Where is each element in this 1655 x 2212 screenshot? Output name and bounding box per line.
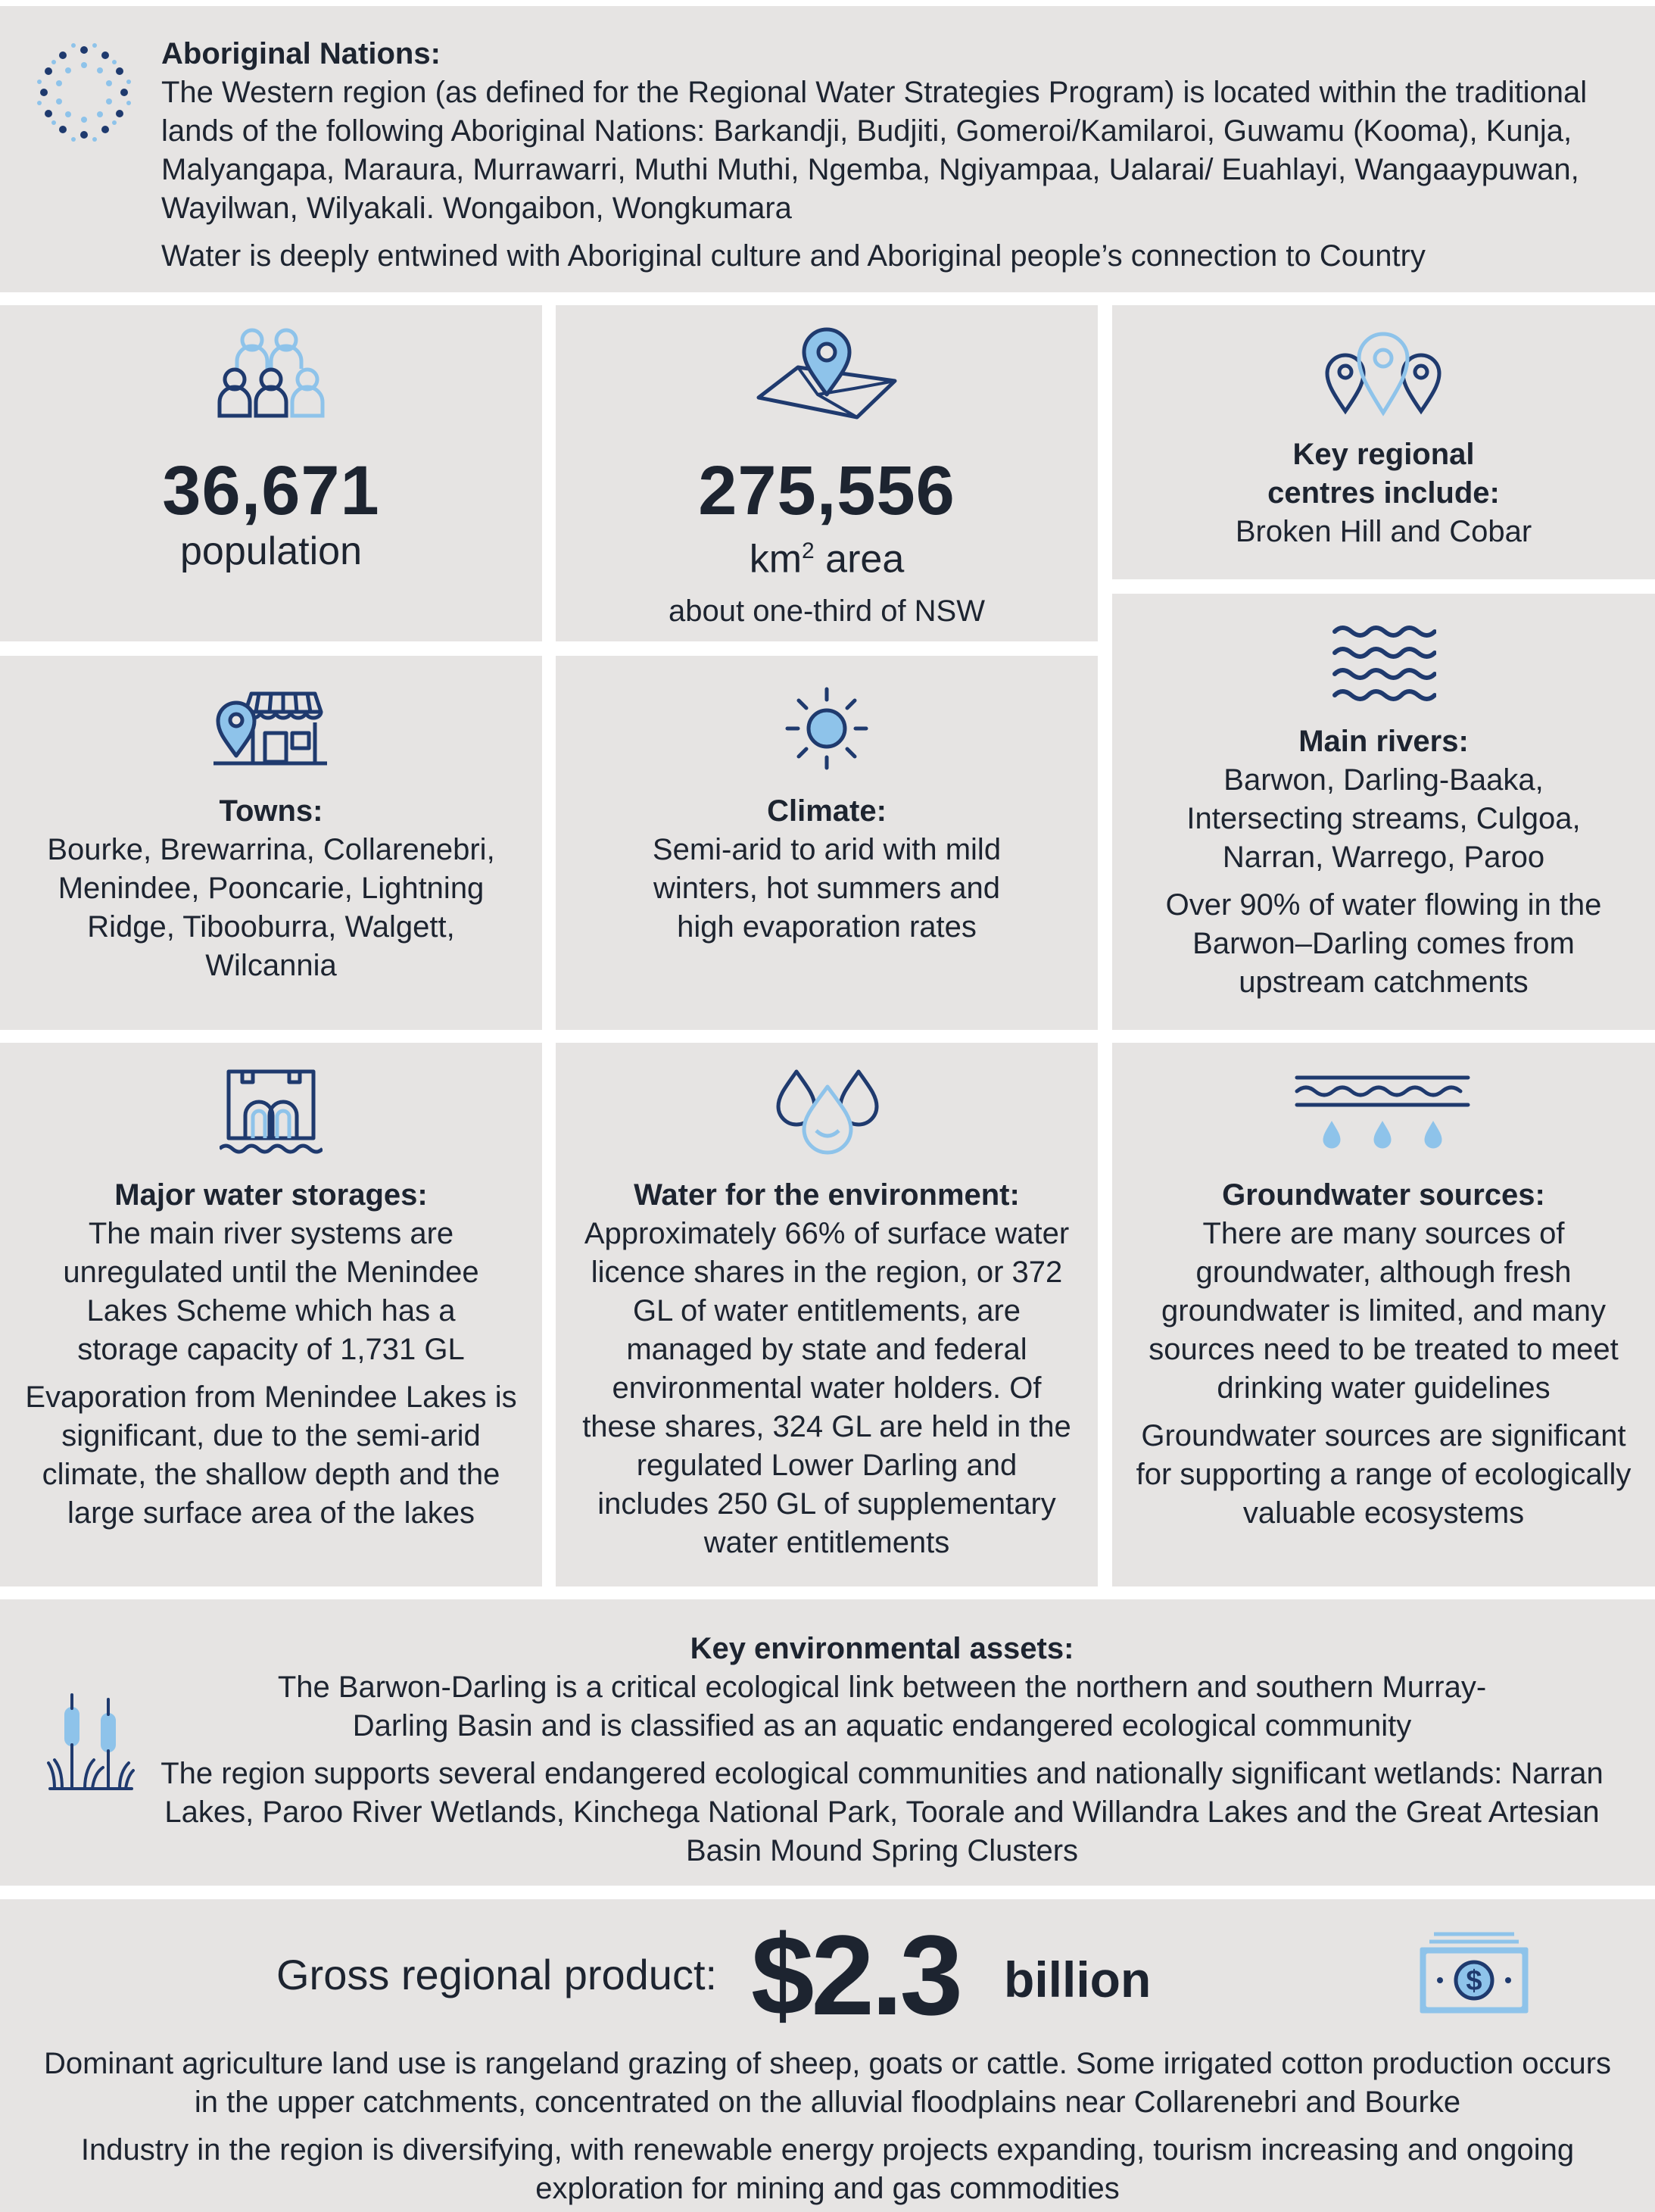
population-value: 36,671 [162,452,380,529]
centres-text: Broken Hill and Cobar [1235,515,1532,548]
area-unit-rest: area [814,537,905,582]
location-pins-icon [1321,328,1445,419]
rivers-note: Over 90% of water flowing in the Barwon–Darling comes from upstream catchments [1165,888,1602,999]
centres-title-line1: Key regional [1292,438,1475,471]
water-drops-icon [771,1065,884,1155]
area-panel [556,305,1098,641]
aboriginal-title: Aboriginal Nations: [161,37,441,70]
sun-icon [781,683,872,774]
people-icon [210,325,332,423]
area-unit-base: km [749,537,803,582]
reeds-icon [47,1692,135,1796]
climate-panel [556,656,1098,1030]
centres-panel [1112,305,1655,579]
groundwater-text: There are many sources of groundwater, although fresh groundwater is limited, and many sources need to be treated to meet drinking water guidelines [1149,1217,1619,1405]
assets-panel [0,1599,1655,1886]
aboriginal-note: Water is deeply entwined with Aboriginal culture and Aboriginal people’s connection to Country [161,239,1426,273]
environment-panel [556,1043,1098,1586]
towns-panel [0,656,542,1030]
storages-text: The main river systems are unregulated until the Menindee Lakes Scheme which has a storage capacity of 1,731 GL [63,1217,479,1366]
population-panel [0,305,542,641]
grp-note: Industry in the region is diversifying, with renewable energy projects expanding, tourism increasing and ongoing exploration for mining and gas commodities [80,2133,1575,2205]
towns-title: Towns: [219,794,323,828]
area-unit-sup: 2 [802,538,815,563]
population-label: population [180,529,362,573]
aboriginal-nations-panel [0,6,1655,292]
rivers-panel [1112,594,1655,1030]
assets-note: The region supports several endangered ecological communities and nationally significant wetlands: Narran Lakes, Paroo River Wetlands, Kinchega National Park, Toorale and Willandra Lakes and the Great Artesian Basin Mound Spring Clusters [161,1757,1604,1867]
shop-icon [213,686,327,771]
centres-title-line2: centres include: [1267,476,1500,510]
climate-title: Climate: [767,794,887,828]
climate-text: Semi-arid to arid with mild winters, hot summers and high evaporation rates [652,833,1002,944]
dam-icon [220,1065,323,1155]
grp-value: $2.3 [751,1911,960,2039]
map-pin-icon [751,325,902,423]
area-note: about one-third of NSW [669,594,985,629]
groundwater-note: Groundwater sources are significant for supporting a range of ecologically valuable ecosystems [1136,1419,1632,1530]
aboriginal-text: The Western region (as defined for the Regional Water Strategies Program) is located within the traditional lands of the following Aboriginal Nations: Barkandji, Budjiti, Gomeroi/Kamilaroi, Guwamu (Kooma), Kunja, Malyangapa, Maraura, Murrawarri, Muthi Muthi, Ngemba, Ngiyampaa, Ualarai/ Euahlayi, Wangaaypuwan, Wayilwan, Wilyakali. Wongaibon, Wongkumara [161,76,1588,225]
towns-text: Bourke, Brewarrina, Collarenebri, Menindee, Pooncarie, Lightning Ridge, Tibooburra, Walgett, Wilcannia [47,833,495,982]
assets-text: The Barwon-Darling is a critical ecological link between the northern and southern Murray-Darling Basin and is classified as an aquatic endangered ecological community [277,1671,1487,1742]
grp-label: Gross regional product: [276,1951,718,1998]
grp-text: Dominant agriculture land use is rangeland grazing of sheep, goats or cattle. Some irrigated cotton production occurs in the upper catchments, concentrated on the alluvial floodplains near Collarenebri and Bourke [43,2047,1612,2119]
storages-note: Evaporation from Menindee Lakes is significant, due to the semi-arid climate, the shallow depth and the large surface area of the lakes [25,1381,517,1530]
rivers-text: Barwon, Darling-Baaka, Intersecting streams, Culgoa, Narran, Warrego, Paroo [1186,763,1581,874]
svg-text:$: $ [1466,1965,1482,1997]
groundwater-title: Groundwater sources: [1222,1178,1545,1212]
storages-panel [0,1043,542,1586]
groundwater-panel [1112,1043,1655,1586]
environment-title: Water for the environment: [634,1178,1020,1212]
rivers-title: Main rivers: [1298,725,1469,758]
dot-circle-icon [27,39,141,145]
grp-unit: billion [1004,1951,1152,2008]
assets-title: Key environmental assets: [690,1632,1074,1665]
grp-panel [0,1899,1655,2212]
storages-title: Major water storages: [114,1178,428,1212]
groundwater-icon [1294,1073,1473,1150]
money-icon [1417,1928,1531,2017]
grp-headline [0,1911,1655,2039]
area-value: 275,556 [698,452,955,529]
environment-text: Approximately 66% of surface water licence shares in the region, or 372 GL of water entitlements, are managed by state and federal environmental water holders. Of these shares, 324 GL are held in the regulated Lower Darling and includes 250 GL of supplementary water entitlements [582,1217,1071,1559]
area-unit [556,529,1098,582]
waves-icon [1330,621,1436,706]
